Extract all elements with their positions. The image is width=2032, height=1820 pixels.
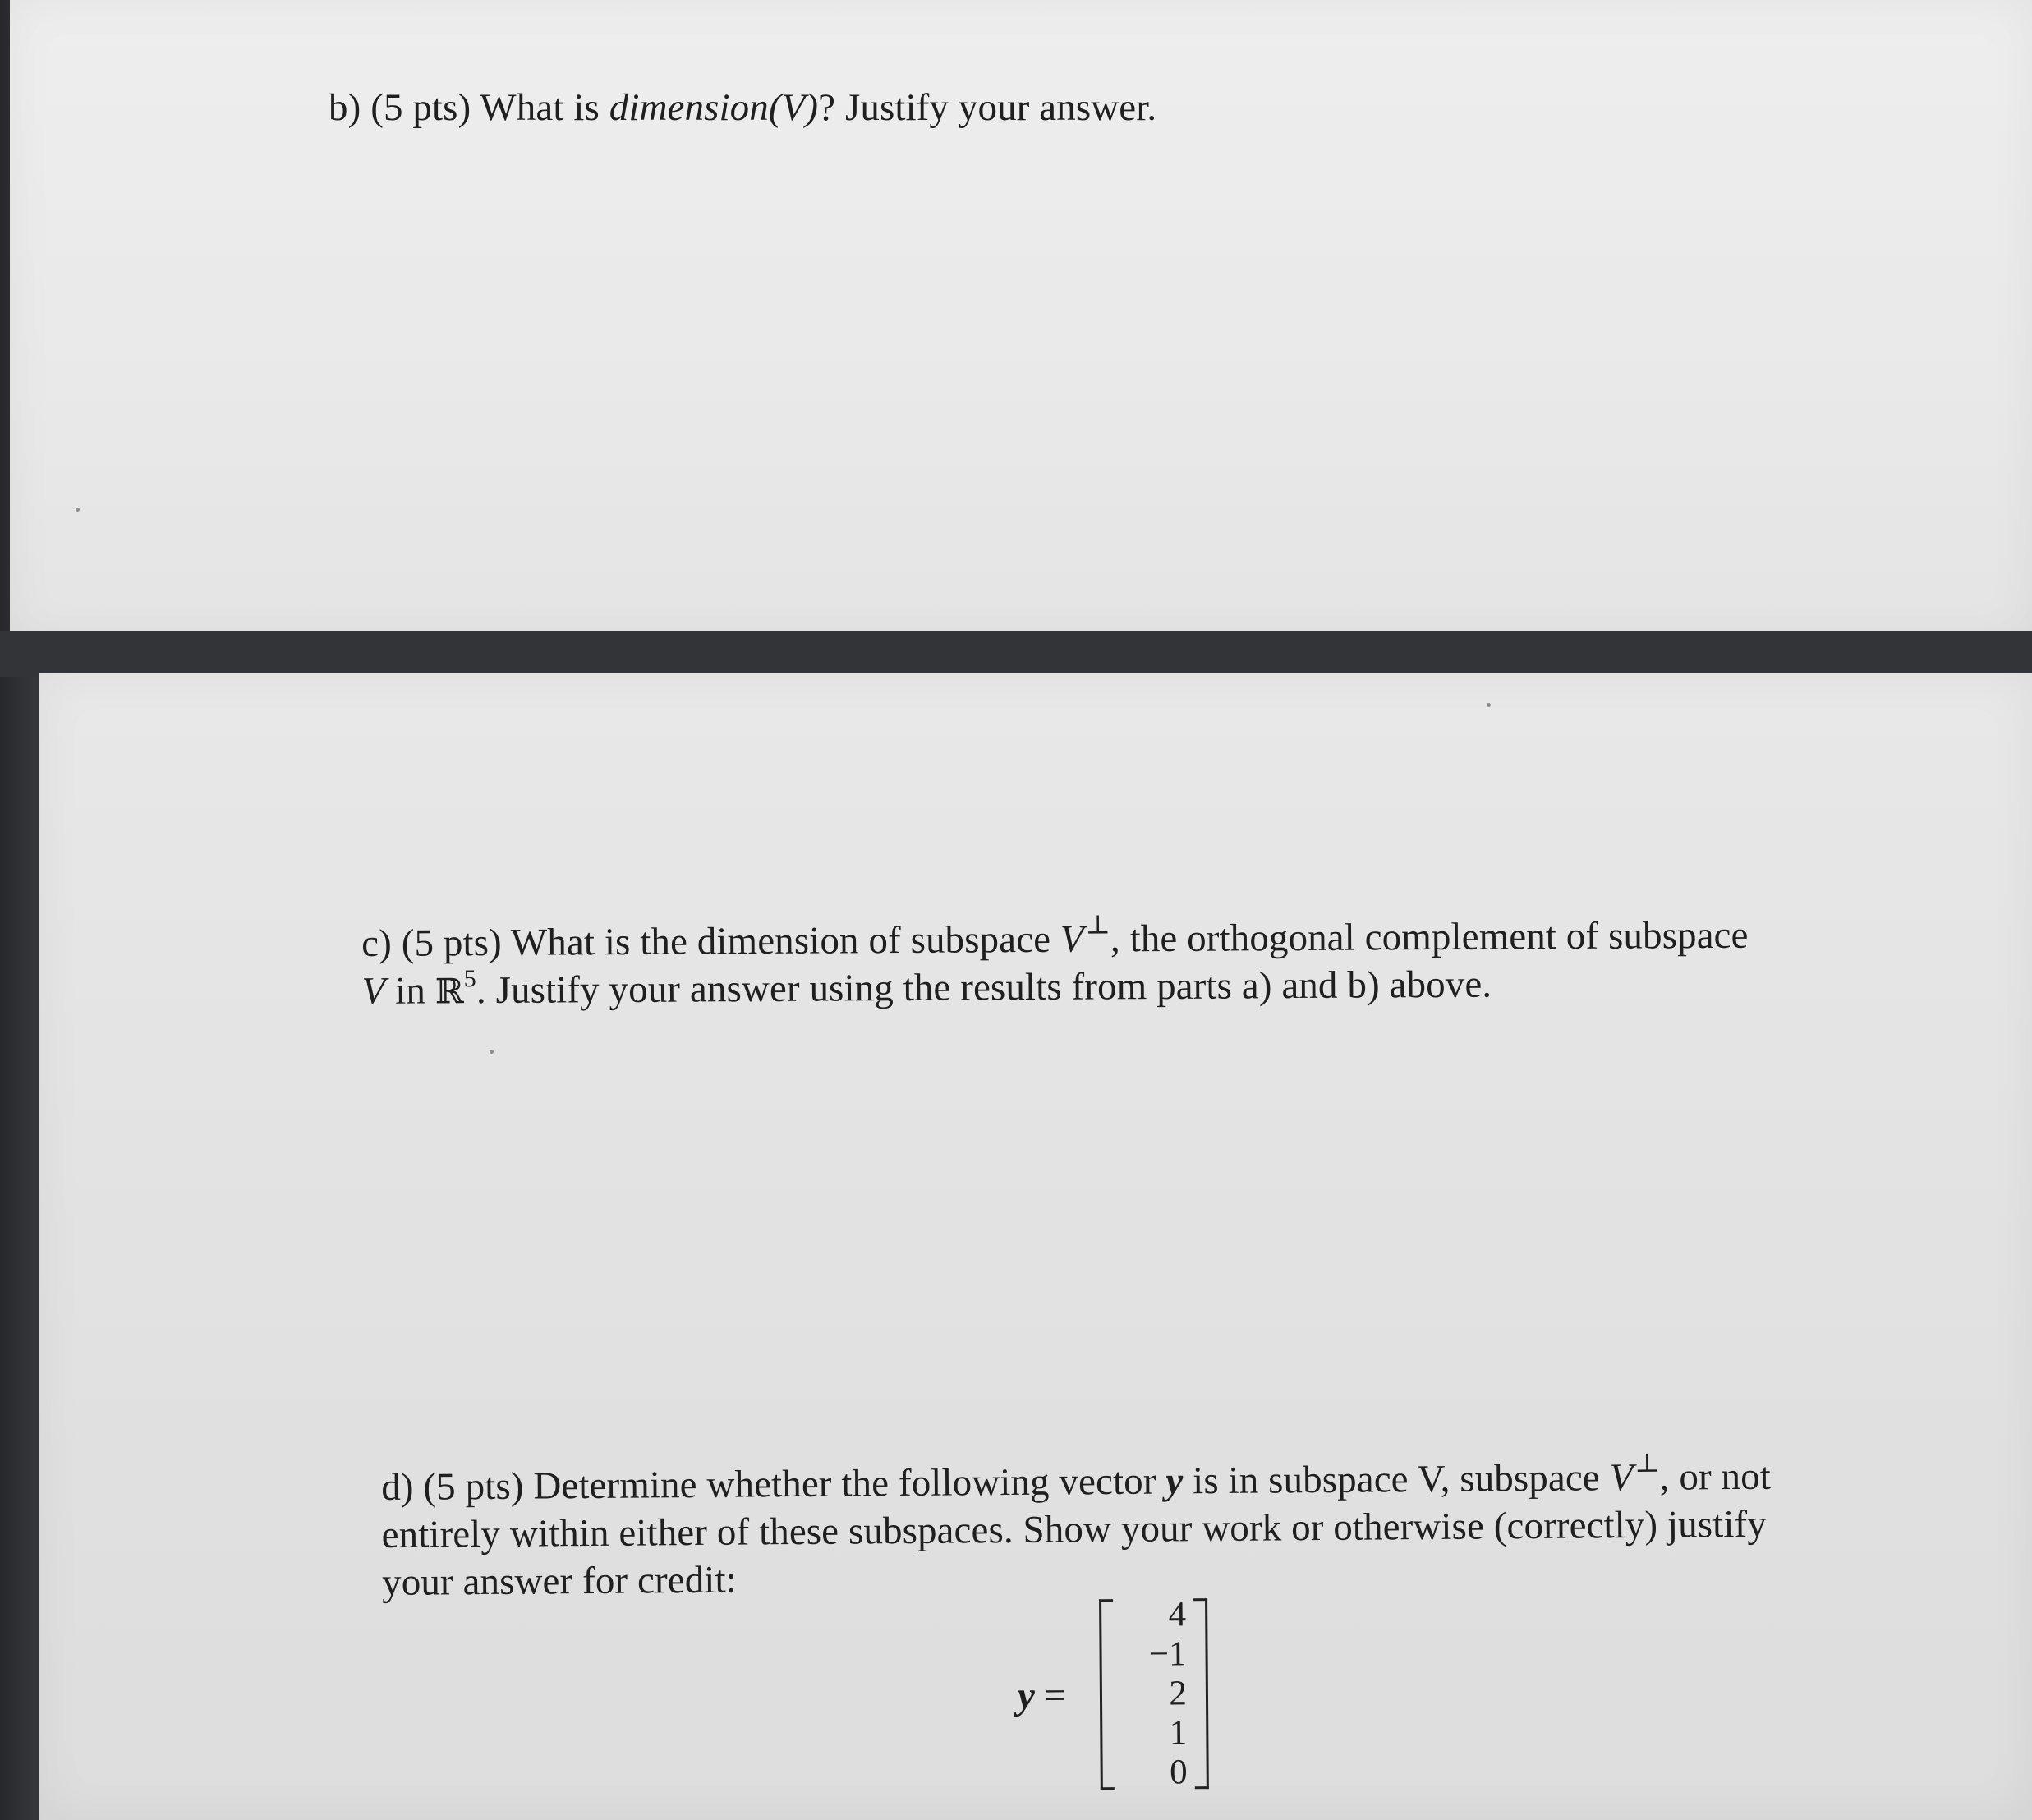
real-numbers-symbol: ℝ bbox=[434, 971, 464, 1012]
vector-entry: 2 bbox=[1169, 1674, 1188, 1713]
question-c-text: c) (5 pts) What is the dimension of subspace bbox=[361, 917, 1061, 965]
equation-label bbox=[1018, 1674, 1067, 1718]
symbol-v: V bbox=[361, 969, 386, 1013]
question-c-text-end: . Justify your answer using the results from parts a) and b) above. bbox=[476, 963, 1492, 1013]
perp-symbol: ⊥ bbox=[1634, 1447, 1660, 1478]
vector-entry: 0 bbox=[1170, 1753, 1188, 1792]
question-b-dimension: dimension(V) bbox=[609, 86, 819, 129]
question-d-text-cont: is in subspace V, subspace bbox=[1183, 1456, 1610, 1503]
page-bottom bbox=[39, 673, 2032, 1820]
exponent: 5 bbox=[463, 965, 476, 993]
equals-sign: = bbox=[1034, 1674, 1067, 1717]
question-d bbox=[381, 1447, 1827, 1606]
question-c bbox=[361, 910, 1923, 1016]
page-divider bbox=[0, 631, 2032, 677]
question-c-line-2 bbox=[361, 958, 1922, 1016]
question-c-text-cont: , the orthogonal complement of subspace bbox=[1110, 913, 1749, 961]
paper-speck bbox=[76, 508, 80, 512]
vector-entry: −1 bbox=[1148, 1634, 1187, 1674]
paper-speck bbox=[490, 1050, 494, 1054]
question-c-text: in bbox=[385, 969, 435, 1013]
question-b-text: b) (5 pts) What is bbox=[329, 86, 609, 129]
question-d-line-3: your answer for credit: bbox=[381, 1558, 738, 1604]
question-b bbox=[329, 84, 1889, 131]
question-d-text-end: , or not bbox=[1659, 1455, 1772, 1499]
right-bracket bbox=[1193, 1598, 1209, 1789]
question-d-line-2: entirely within either of these subspaces. Show your work or otherwise (correctly) justify bbox=[381, 1502, 1768, 1556]
perp-symbol: ⊥ bbox=[1085, 909, 1110, 940]
vector-y-symbol: y bbox=[1165, 1459, 1184, 1503]
vector-entry: 4 bbox=[1168, 1595, 1187, 1634]
symbol-v: V bbox=[1609, 1456, 1634, 1500]
symbol-v: V bbox=[1060, 917, 1084, 961]
vector-y-symbol: y bbox=[1017, 1674, 1036, 1717]
question-d-text: d) (5 pts) Determine whether the following vector bbox=[381, 1459, 1166, 1509]
column-vector bbox=[1099, 1593, 1209, 1791]
paper-speck bbox=[1487, 703, 1491, 707]
question-c-line-1 bbox=[361, 910, 1922, 967]
question-b-text-end: ? Justify your answer. bbox=[818, 86, 1157, 129]
vector-entry: 1 bbox=[1169, 1713, 1188, 1753]
left-bracket bbox=[1099, 1599, 1115, 1790]
